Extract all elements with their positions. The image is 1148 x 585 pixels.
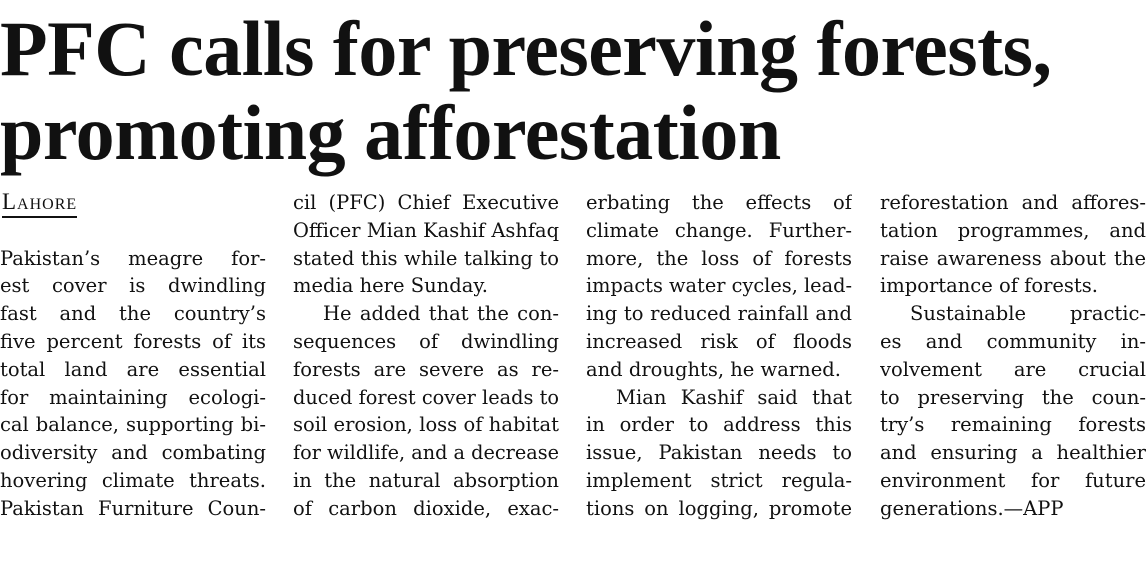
article-line: fast and the country’s [0, 302, 266, 326]
article-line: in order to address this [586, 413, 852, 437]
article-line: tation programmes, and [880, 218, 1146, 242]
article-line: erbating the effects of [586, 191, 852, 214]
article-line: and ensuring a healthier [880, 441, 1146, 465]
article-line: Pakistan Furniture Coun- [0, 496, 266, 520]
article-line: climate change. Further- [586, 218, 852, 242]
article-line: cil (PFC) Chief Executive [293, 191, 559, 214]
dateline: Lahore [2, 190, 77, 218]
article-line: of carbon dioxide, exac- [293, 496, 559, 520]
article-line: for maintaining ecologi- [0, 385, 266, 409]
article-line: Mian Kashif said that [616, 385, 852, 409]
article-line: issue, Pakistan needs to [586, 441, 852, 465]
article-line: es and community in- [880, 329, 1146, 353]
article-line: total land are essential [0, 357, 266, 381]
article-line: media here Sunday. [293, 274, 488, 298]
article-line: Pakistan’s meagre for- [0, 246, 266, 270]
article-line: cal balance, supporting bi- [0, 413, 266, 437]
article-line: implement strict regula- [586, 468, 852, 492]
article-line: raise awareness about the [880, 246, 1146, 270]
article-line: more, the loss of forests [586, 246, 852, 270]
article-line: reforestation and affores- [880, 191, 1146, 214]
article-line: environment for future [880, 468, 1146, 492]
article-line: sequences of dwindling [293, 329, 559, 353]
article-line: stated this while talking to [293, 246, 559, 270]
article-line: importance of forests. [880, 274, 1098, 298]
article-line: volvement are crucial [880, 357, 1146, 381]
article-column-3 [586, 189, 852, 523]
article-line: Sustainable practic- [910, 302, 1146, 326]
article-line: est cover is dwindling [0, 274, 266, 298]
headline-line-1: PFC calls for preserving forests, [0, 5, 1052, 92]
article-line: and droughts, he warned. [586, 357, 841, 381]
article-column-2 [293, 189, 559, 523]
article-line: for wildlife, and a decrease [293, 441, 559, 465]
article-line: increased risk of floods [586, 329, 852, 353]
article-line: duced forest cover leads to [293, 385, 559, 409]
headline-line-2: promoting afforestation [0, 89, 781, 176]
article-line: He added that the con- [323, 302, 559, 326]
article-line: impacts water cycles, lead- [586, 274, 852, 298]
article-line: tions on logging, promote [586, 496, 852, 520]
article-line: Officer Mian Kashif Ashfaq [293, 218, 559, 242]
article-line: hovering climate threats. [0, 468, 266, 492]
article-line: generations.—APP [880, 496, 1064, 520]
article-line: to preserving the coun- [880, 385, 1146, 409]
article-line: soil erosion, loss of habitat [293, 413, 559, 437]
article-column-1 [0, 189, 266, 523]
article-line: forests are severe as re- [293, 357, 559, 381]
article-line: ing to reduced rainfall and [586, 302, 852, 326]
article-line: five percent forests of its [0, 329, 266, 353]
article-line: try’s remaining forests [880, 413, 1146, 437]
article-column-4 [880, 189, 1146, 523]
article-line: in the natural absorption [293, 468, 559, 492]
dateline-spacer [0, 189, 266, 245]
article-line: odiversity and combating [0, 441, 266, 465]
